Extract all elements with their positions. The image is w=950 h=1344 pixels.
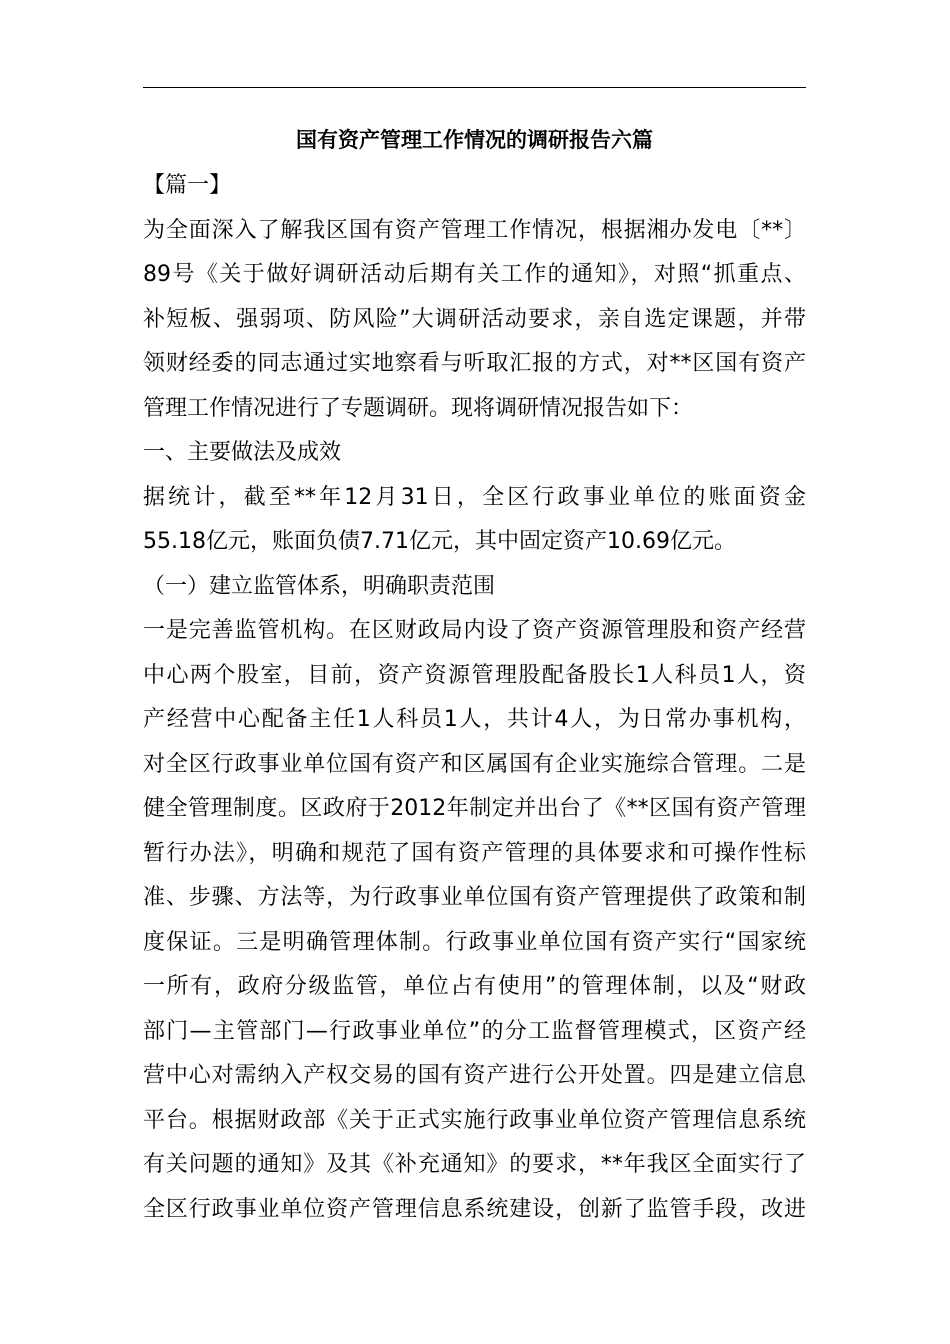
paragraph-line: 度保证。三是明确管理体制。行政事业单位国有资产实行“国家统 [143,930,806,955]
paragraph-line: 一是完善监管机构。在区财政局内设了资产资源管理股和资产经营 [143,618,806,643]
section-label: 【篇一】 [143,173,232,198]
paragraph-line: 89号《关于做好调研活动后期有关工作的通知》，对照“抓重点、 [143,262,806,287]
subsection-heading: （一）建立监管体系，明确职责范围 [143,574,496,599]
document-title: 国有资产管理工作情况的调研报告六篇 [296,128,653,152]
paragraph-line: 健全管理制度。区政府于2012年制定并出台了《**区国有资产管理 [143,796,806,821]
paragraph-line: 领财经委的同志通过实地察看与听取汇报的方式，对**区国有资产 [143,351,806,376]
paragraph-line: 营中心对需纳入产权交易的国有资产进行公开处置。四是建立信息 [143,1063,806,1088]
paragraph-line: 中心两个股室，目前，资产资源管理股配备股长1人科员1人，资 [143,663,806,688]
paragraph-line: 有关问题的通知》及其《补充通知》的要求，**年我区全面实行了 [143,1152,806,1177]
paragraph-line: 产经营中心配备主任1人科员1人，共计4人，为日常办事机构， [143,707,806,732]
paragraph-line: 准、步骤、方法等，为行政事业单位国有资产管理提供了政策和制 [143,885,806,910]
paragraph-line: 管理工作情况进行了专题调研。现将调研情况报告如下： [143,396,694,421]
paragraph-line: 暂行办法》，明确和规范了国有资产管理的具体要求和可操作性标 [143,841,806,866]
paragraph-line: 据统计，截至**年12月31日，全区行政事业单位的账面资金 [143,485,806,510]
paragraph-line: 一所有，政府分级监管，单位占有使用”的管理体制，以及“财政 [143,974,806,999]
paragraph-line: 补短板、强弱项、防风险”大调研活动要求，亲自选定课题，并带 [143,307,806,332]
paragraph-line: 55.18亿元，账面负债7.71亿元，其中固定资产10.69亿元。 [143,529,736,554]
paragraph-line: 全区行政事业单位资产管理信息系统建设，创新了监管手段，改进 [143,1197,806,1222]
header-rule [143,87,806,88]
paragraph-line: 部门—主管部门—行政事业单位”的分工监督管理模式，区资产经 [143,1019,806,1044]
section-heading: 一、主要做法及成效 [143,440,342,465]
paragraph-line: 平台。根据财政部《关于正式实施行政事业单位资产管理信息系统 [143,1108,806,1133]
paragraph-line: 对全区行政事业单位国有资产和区属国有企业实施综合管理。二是 [143,752,806,777]
paragraph-line: 为全面深入了解我区国有资产管理工作情况，根据湘办发电〔**〕 [143,218,806,243]
